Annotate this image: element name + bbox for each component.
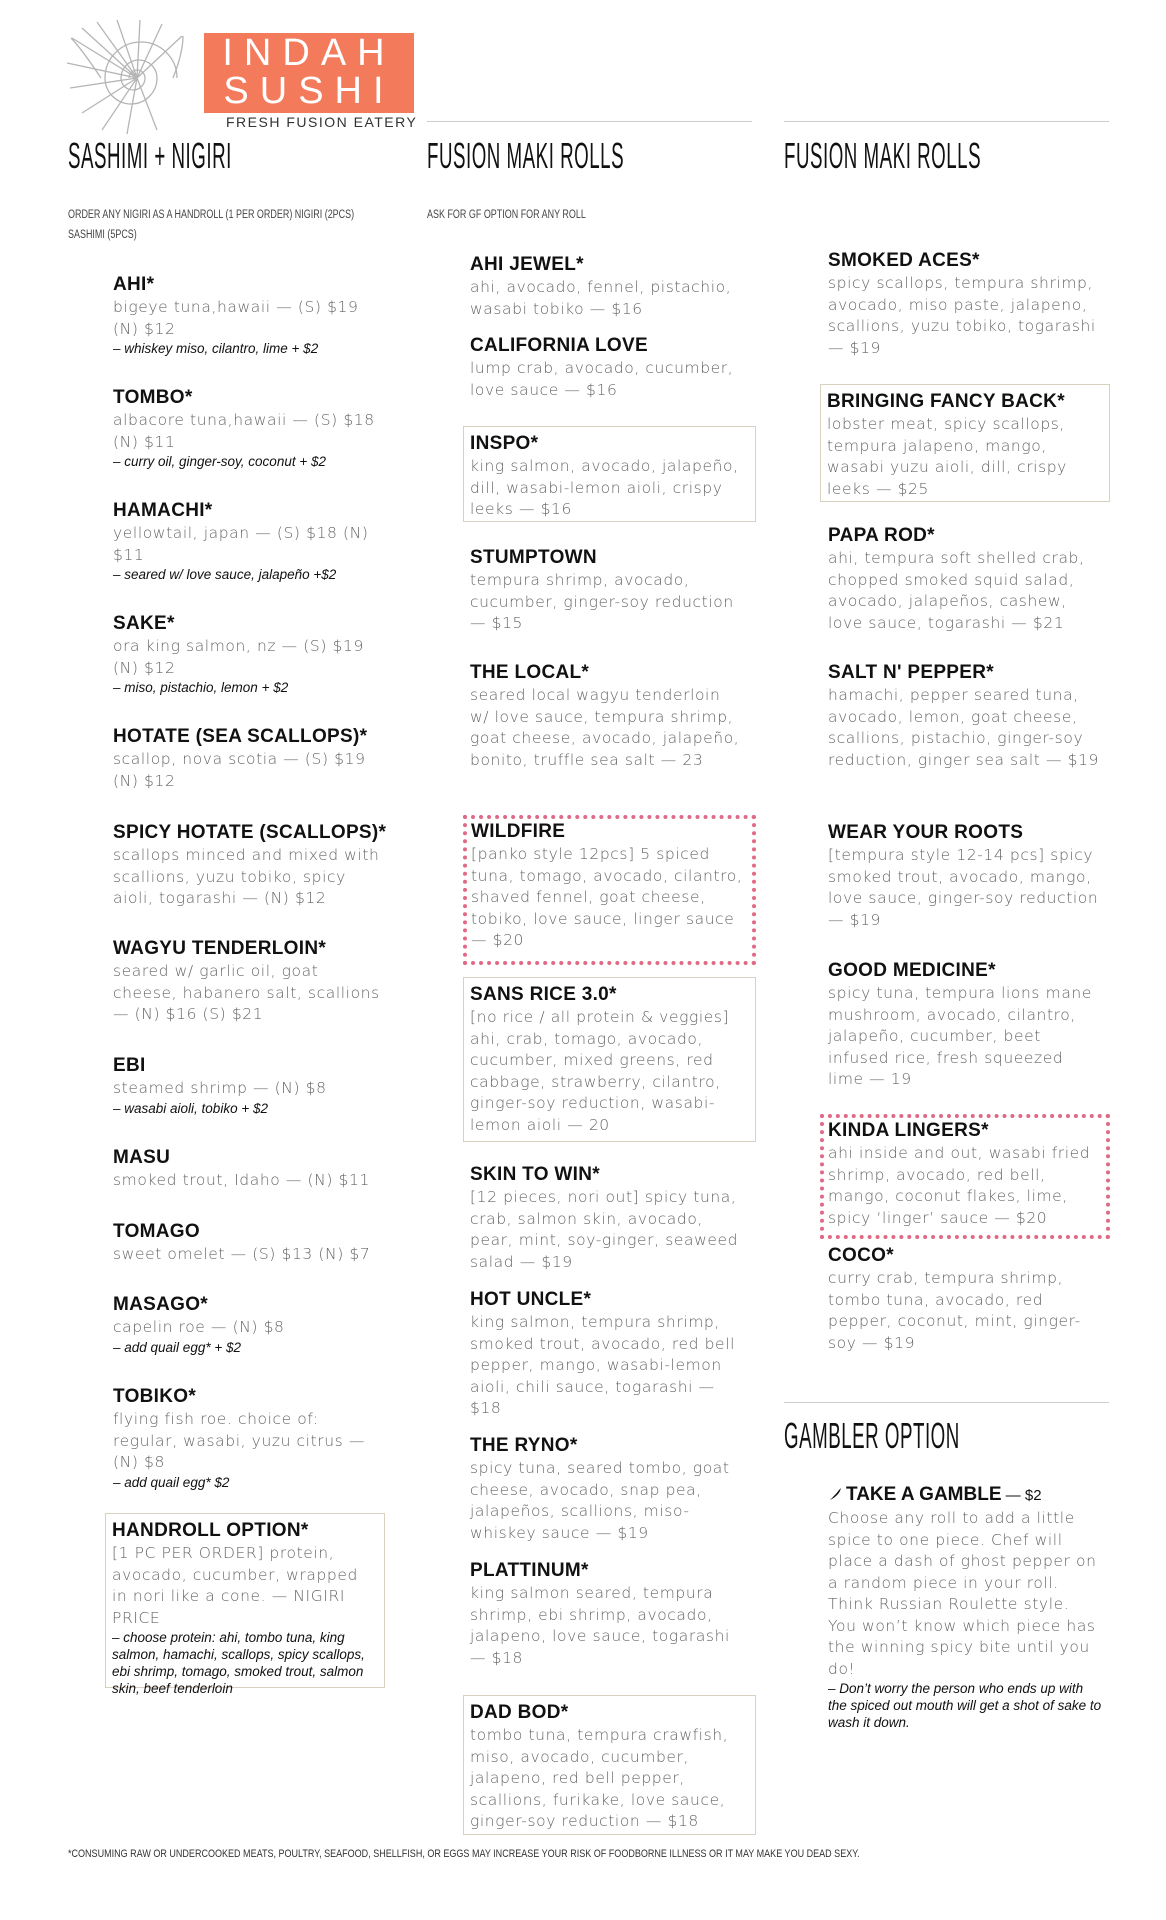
nautilus-shell-logo-icon: [62, 18, 202, 136]
item-name: TOBIKO*: [113, 1386, 197, 1407]
item-name: TOMBO*: [113, 387, 193, 408]
item-desc: smoked trout, Idaho — (N) $11: [113, 1171, 370, 1189]
item-desc: spicy tuna, seared tombo, goat cheese, avocado, snap pea, jalapeños, scallions, miso-whiskey sauce — $19: [470, 1459, 730, 1542]
item-extra: – add quail egg* $2: [113, 1474, 230, 1490]
brand-logo: [204, 33, 414, 113]
item-desc: [no rice / all protein & veggies] ahi, crab, tomago, avocado, cucumber, mixed greens, red cabbage, strawberry, cilantro, ginger-soy reduction, wasabi-lemon aioli — 20: [470, 1008, 730, 1134]
menu-item: [113, 611, 383, 696]
item-extra: – whiskey miso, cilantro, lime + $2: [113, 341, 319, 356]
item-name: INSPO*: [470, 433, 539, 454]
item-desc: capelin roe — (N) $8: [113, 1318, 285, 1336]
item-desc: tombo tuna, tempura crawfish, miso, avocado, cucumber, jalapeno, red bell pepper, scallions, furikake, love sauce, ginger-soy reduction — $18: [470, 1726, 729, 1830]
menu-item: [113, 385, 383, 470]
menu-item: [113, 1292, 383, 1356]
item-name: HAMACHI*: [113, 500, 213, 521]
item-name: HANDROLL OPTION*: [112, 1520, 309, 1541]
divider: [784, 1402, 1109, 1403]
item-desc: curry crab, tempura shrimp, tombo tuna, avocado, red pepper, coconut, mint, ginger-soy — $19: [828, 1269, 1081, 1352]
item-desc: albacore tuna,hawaii — (S) $18 (N) $11: [113, 411, 375, 451]
gf-note: ASK FOR GF OPTION FOR ANY ROLL: [427, 209, 586, 221]
item-desc: sweet omelet — (S) $13 (N) $7: [113, 1245, 371, 1263]
item-desc: hamachi, pepper seared tuna, avocado, lemon, goat cheese, scallions, pistachio, ginger-soy reduction, ginger sea salt — $19: [828, 686, 1099, 769]
item-name: DAD BOD*: [470, 1702, 569, 1723]
item-desc: [1 PC PER ORDER] protein, avocado, cucumber, wrapped in nori like a cone. — NIGIRI PRICE: [112, 1544, 358, 1627]
item-name: MASAGO*: [113, 1294, 208, 1315]
item-desc: [panko style 12pcs] 5 spiced tuna, tomago, avocado, cilantro, shaved fennel, goat cheese, tobiko, love sauce, linger sauce — $20: [471, 845, 743, 949]
item-desc: lump crab, avocado, cucumber, love sauce — $16: [470, 359, 734, 399]
menu-item-featured: [463, 977, 756, 1142]
menu-item-spicy: [820, 1114, 1110, 1239]
section-title-gambler: GAMBLER OPTION: [784, 1415, 960, 1456]
menu-item: [113, 1053, 383, 1117]
logo-tagline: FRESH FUSION EATERY: [226, 114, 418, 130]
item-desc: king salmon, tempura shrimp, smoked trout, avocado, red bell pepper, mango, wasabi-lemon aioli, chili sauce, togarashi — $18: [470, 1313, 736, 1417]
item-desc: king salmon seared, tempura shrimp, ebi shrimp, avocado, jalapeno, love sauce, togarashi — $18: [470, 1584, 730, 1667]
item-extra: – seared w/ love sauce, jalapeño +$2: [113, 567, 337, 582]
item-desc: yellowtail, japan — (S) $18 (N) $11: [113, 524, 369, 564]
logo-line1: INDAH: [222, 32, 396, 74]
item-desc: flying fish roe. choice of: regular, wasabi, yuzu citrus — (N) $8: [113, 1410, 365, 1471]
divider: [427, 121, 752, 122]
item-desc: lobster meat, spicy scallops, tempura jalapeno, mango, wasabi yuzu aioli, dill, crispy leeks — $25: [827, 415, 1067, 498]
item-name: AHI*: [113, 274, 155, 295]
divider: [784, 121, 1109, 122]
section-title-sashimi: SASHIMI + NIGIRI: [68, 135, 232, 176]
gamble-name: TAKE A GAMBLE: [846, 1484, 1002, 1505]
item-name: HOT UNCLE*: [470, 1289, 592, 1310]
menu-item: [470, 1287, 745, 1420]
item-desc: [12 pieces, nori out] spicy tuna, crab, salmon skin, avocado, pear, mint, soy-ginger, seaweed salad — $19: [470, 1188, 739, 1271]
item-name: WILDFIRE: [471, 821, 566, 842]
chili-pepper-icon: [828, 1487, 842, 1501]
gamble-price: — $2: [1001, 1487, 1042, 1504]
item-desc: [tempura style 12-14 pcs] spicy smoked trout, avocado, mango, love sauce, ginger-soy reduction — $19: [828, 846, 1099, 929]
logo-line2: SUSHI: [223, 70, 395, 112]
gamble-item: [828, 1482, 1103, 1731]
item-name: STUMPTOWN: [470, 547, 597, 568]
item-extra: – choose protein: ahi, tombo tuna, king salmon, hamachi, scallops, spicy scallops, ebi shrimp, tomago, smoked trout, salmon skin, beef tenderloin: [112, 1630, 365, 1696]
item-desc: ora king salmon, nz — (S) $19 (N) $12: [113, 637, 364, 677]
item-name: SKIN TO WIN*: [470, 1164, 600, 1185]
item-desc: tempura shrimp, avocado, cucumber, ginger-soy reduction — $15: [470, 571, 734, 632]
item-name: SALT N' PEPPER*: [828, 662, 994, 683]
gamble-extra: – Don’t worry the person who ends up with the spiced out mouth will get a shot of sake to wash it down.: [828, 1681, 1102, 1730]
item-extra: – miso, pistachio, lemon + $2: [113, 680, 289, 695]
item-desc: ahi, tempura soft shelled crab, chopped smoked squid salad, avocado, jalapeños, cashew, love sauce, togarashi — $21: [828, 549, 1085, 632]
menu-item-featured: [820, 384, 1110, 502]
item-desc: seared local wagyu tenderloin w/ love sauce, tempura shrimp, goat cheese, avocado, jalapeño, bonito, truffle sea salt — 23: [470, 686, 740, 769]
menu-item-featured: [463, 426, 756, 522]
menu-item: [470, 1433, 745, 1544]
item-extra: – wasabi aioli, tobiko + $2: [113, 1100, 268, 1116]
menu-item: [470, 333, 745, 401]
menu-item: [470, 545, 745, 635]
menu-item: [113, 820, 393, 910]
item-extra: – curry oil, ginger-soy, coconut + $2: [113, 454, 326, 469]
handroll-option-box: [105, 1513, 385, 1696]
item-desc: ahi inside and out, wasabi fried shrimp, avocado, red bell, mango, coconut flakes, lime, spicy ‘linger’ sauce — $20: [828, 1144, 1091, 1227]
item-name: GOOD MEDICINE*: [828, 960, 996, 981]
item-name: CALIFORNIA LOVE: [470, 335, 648, 356]
menu-item: [113, 936, 383, 1026]
item-name: BRINGING FANCY BACK*: [827, 391, 1065, 412]
menu-item: [828, 820, 1103, 931]
item-desc: ahi, avocado, fennel, pistachio, wasabi tobiko — $16: [470, 278, 732, 318]
item-desc: seared w/ garlic oil, goat cheese, habanero salt, scallions — (N) $16 (S) $21: [113, 962, 380, 1023]
menu-item: [828, 523, 1103, 634]
menu-item: [828, 248, 1103, 359]
menu-item: [470, 1558, 745, 1669]
menu-item: [828, 660, 1103, 771]
item-name: AHI JEWEL*: [470, 254, 584, 275]
menu-item: [470, 252, 745, 320]
item-name: HOTATE (SEA SCALLOPS)*: [113, 726, 368, 747]
item-name: WAGYU TENDERLOIN*: [113, 938, 327, 959]
menu-item: [828, 958, 1103, 1091]
menu-item: [828, 1243, 1103, 1354]
item-name: MASU: [113, 1147, 171, 1168]
item-desc: bigeye tuna,hawaii — (S) $19 (N) $12: [113, 298, 359, 338]
item-name: THE RYNO*: [470, 1435, 578, 1456]
menu-item: [113, 272, 383, 357]
item-name: THE LOCAL*: [470, 662, 590, 683]
menu-item-featured: [463, 1695, 756, 1835]
menu-item: [113, 498, 383, 583]
menu-item-spicy: [463, 815, 756, 965]
item-name: PLATTINUM*: [470, 1560, 589, 1581]
item-name: KINDA LINGERS*: [828, 1120, 989, 1141]
sashimi-note: SASHIMI (5PCS): [68, 229, 137, 241]
menu-item: [470, 660, 745, 771]
item-desc: spicy tuna, tempura lions mane mushroom, avocado, cilantro, jalapeño, cucumber, beet infused rice, fresh squeezed lime — 19: [828, 984, 1092, 1088]
item-name: SAKE*: [113, 613, 175, 634]
item-name: SANS RICE 3.0*: [470, 984, 617, 1005]
item-name: EBI: [113, 1055, 146, 1076]
item-name: SPICY HOTATE (SCALLOPS)*: [113, 822, 387, 843]
menu-item: [470, 1162, 745, 1273]
item-name: PAPA ROD*: [828, 525, 935, 546]
menu-item: [113, 1145, 383, 1192]
item-name: TOMAGO: [113, 1221, 200, 1242]
item-name: WEAR YOUR ROOTS: [828, 822, 1024, 843]
item-desc: king salmon, avocado, jalapeño, dill, wasabi-lemon aioli, crispy leeks — $16: [470, 457, 739, 518]
section-title-maki-2: FUSION MAKI ROLLS: [784, 135, 982, 176]
item-desc: spicy scallops, tempura shrimp, avocado, miso paste, jalapeno, scallions, yuzu tobiko, togarashi — $19: [828, 274, 1096, 357]
item-name: SMOKED ACES*: [828, 250, 980, 271]
menu-item: [113, 1219, 383, 1266]
raw-food-disclaimer: *CONSUMING RAW OR UNDERCOOKED MEATS, POULTRY, SEAFOOD, SHELLFISH, OR EGGS MAY INCREASE YOUR RISK OF FOODBORNE ILLNESS OR IT MAY MAKE YOU DEAD SEXY.: [68, 1848, 860, 1860]
item-desc: scallops minced and mixed with scallions, yuzu tobiko, spicy aioli, togarashi — (N) $12: [113, 846, 380, 907]
gamble-desc: Choose any roll to add a little spice to one piece. Chef will place a dash of ghost pepper on a random piece in your roll. Think Russian Roulette style. You won’t know which piece has the winning spicy bite until you do!: [828, 1509, 1097, 1678]
nigiri-note: ORDER ANY NIGIRI AS A HANDROLL (1 PER ORDER) NIGIRI (2PCS): [68, 209, 355, 221]
item-name: COCO*: [828, 1245, 894, 1266]
menu-item: [113, 724, 393, 792]
menu-item: [113, 1384, 385, 1491]
item-desc: steamed shrimp — (N) $8: [113, 1079, 327, 1097]
item-extra: – add quail egg* + $2: [113, 1339, 241, 1355]
section-title-maki-1: FUSION MAKI ROLLS: [427, 135, 625, 176]
item-desc: scallop, nova scotia — (S) $19 (N) $12: [113, 750, 366, 790]
